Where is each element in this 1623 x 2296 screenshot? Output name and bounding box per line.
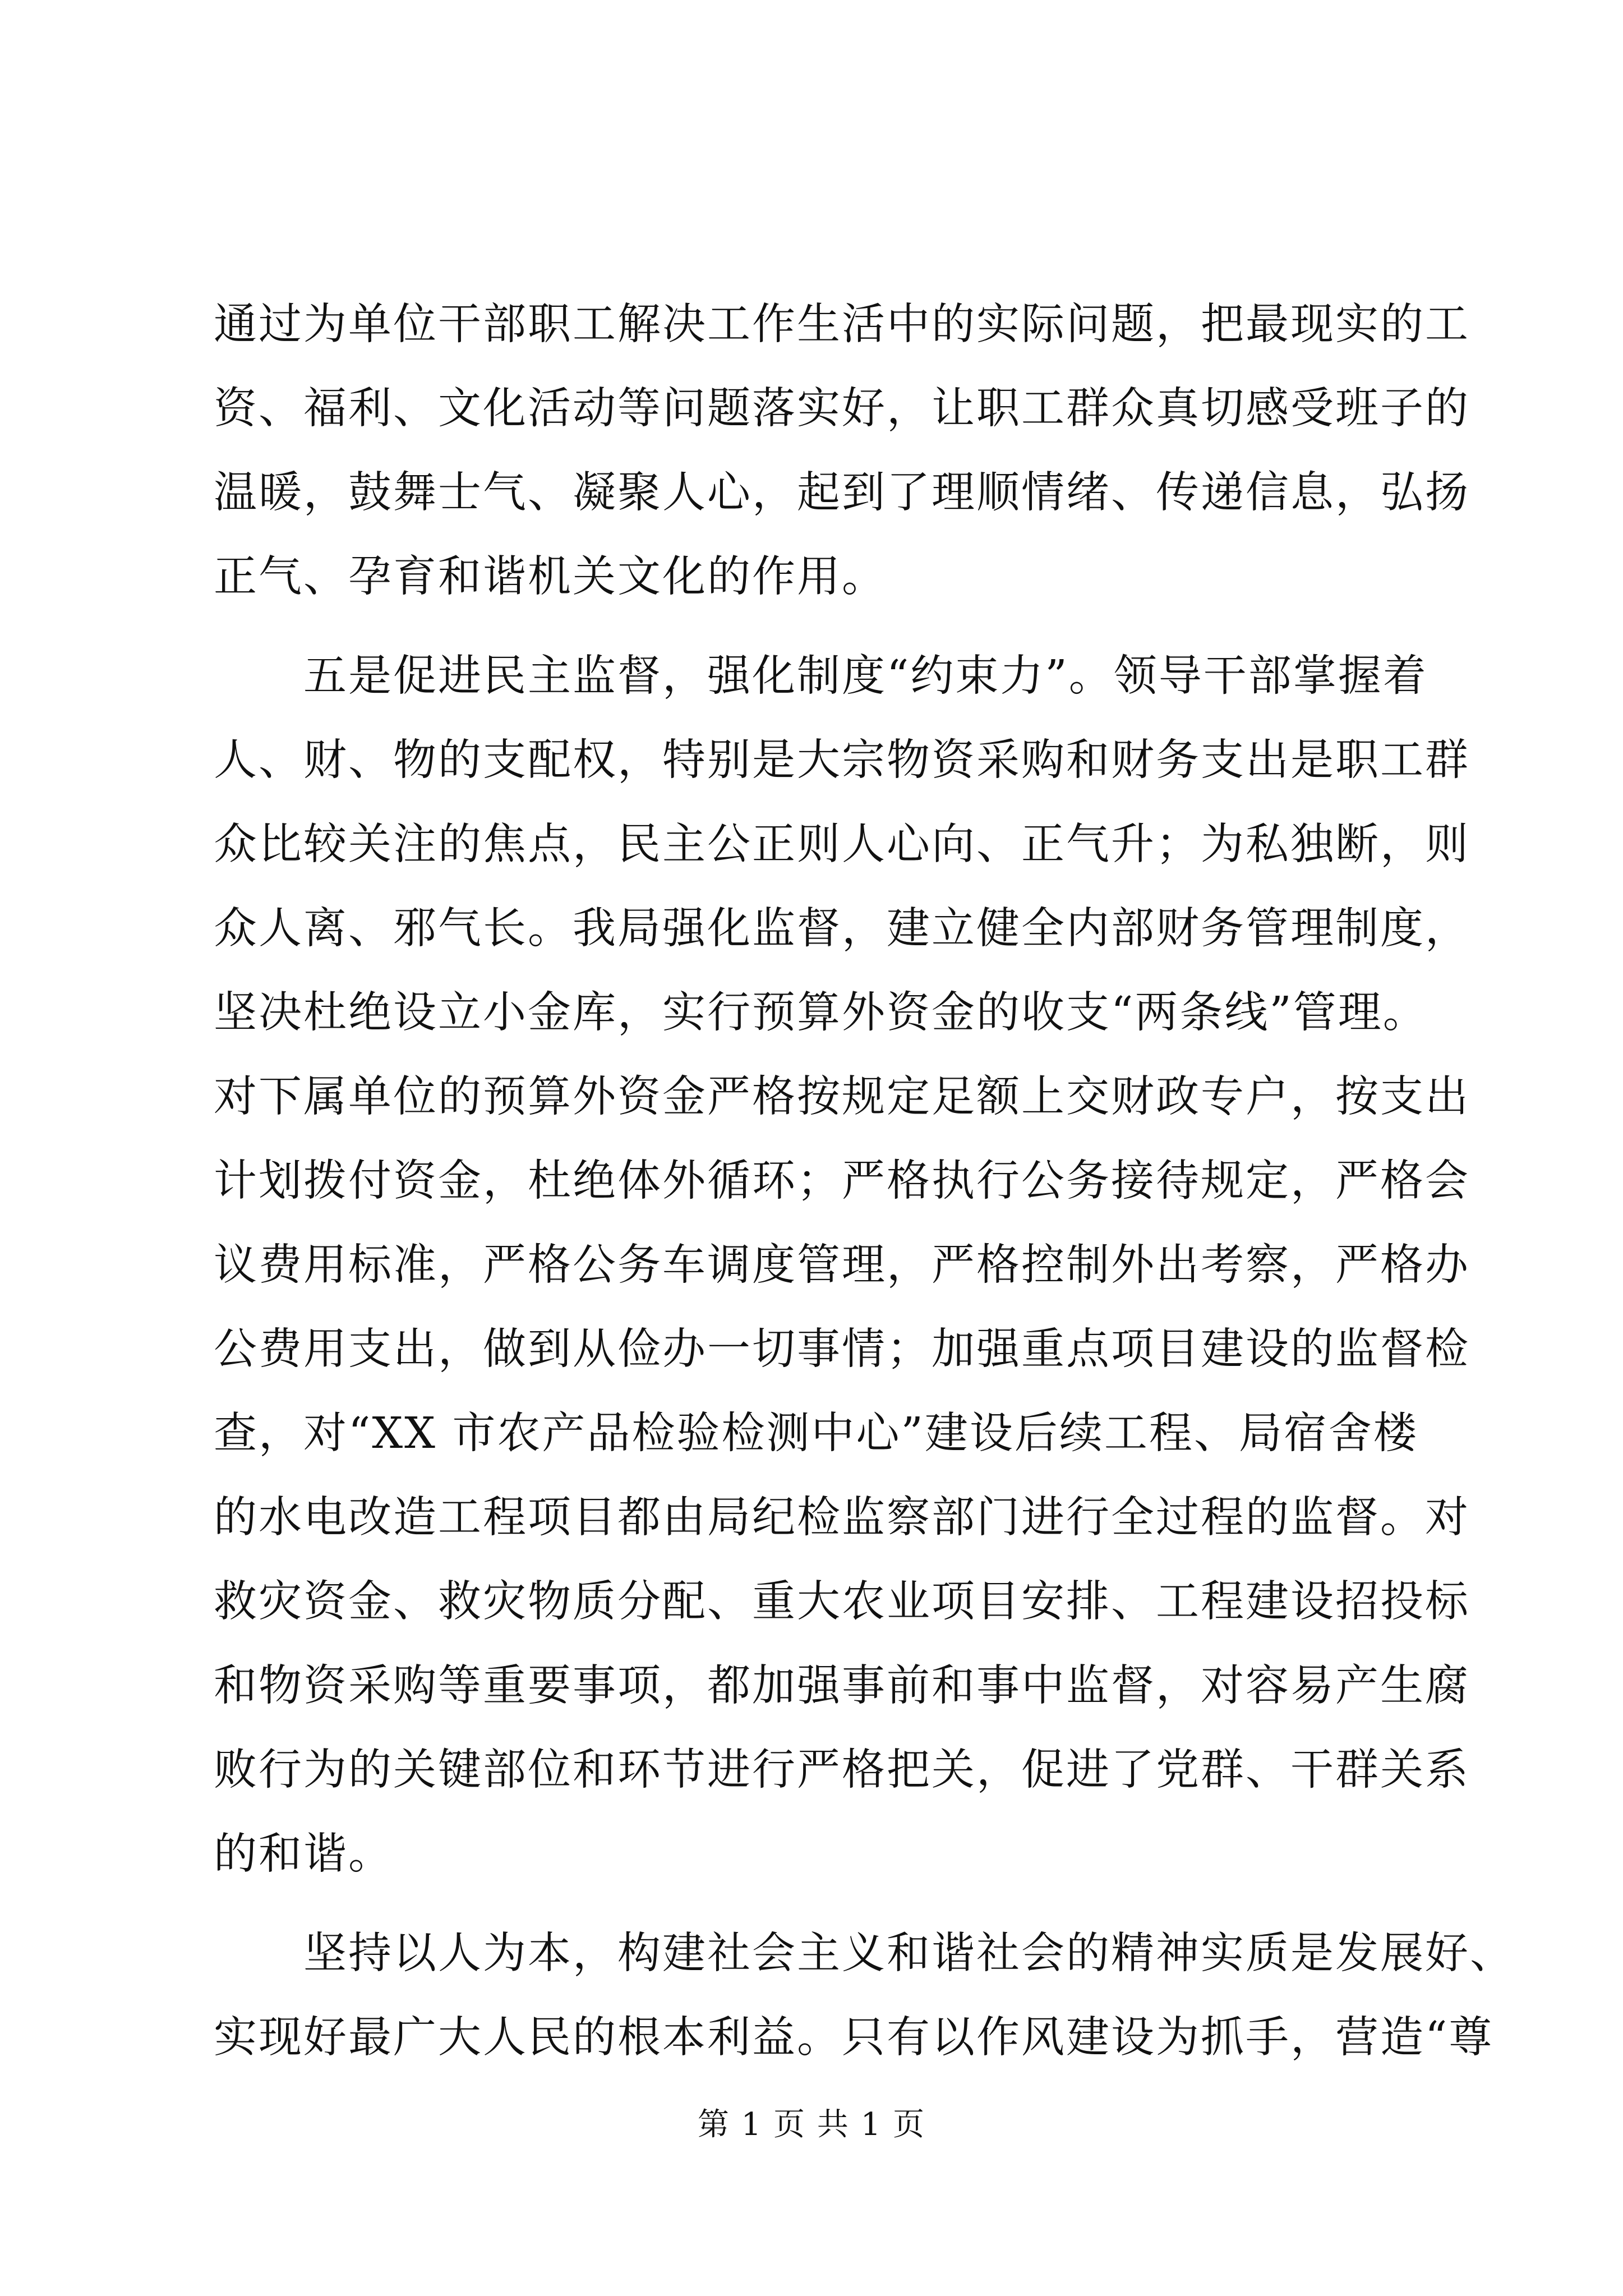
text-line: 的水电改造工程项目都由局纪检监察部门进行全过程的监督。对 — [214, 1493, 1470, 1543]
text-line: 的和谐。 — [214, 1829, 393, 1879]
paragraph-first-line: 五是促进民主监督，强化制度“约束力”。领导干部掌握着 — [303, 651, 1428, 701]
page-footer: 第 1 页 共 1 页 — [697, 2106, 926, 2143]
text-line: 和物资采购等重要事项，都加强事前和事中监督，对容易产生腐 — [214, 1661, 1470, 1711]
text-line: 议费用标准，严格公务车调度管理，严格控制外出考察，严格办 — [214, 1240, 1470, 1290]
paragraph-first-line: 坚持以人为本，构建社会主义和谐社会的精神实质是发展好、 — [303, 1929, 1515, 1978]
text-line: 计划拨付资金，杜绝体外循环；严格执行公务接待规定，严格会 — [214, 1156, 1470, 1206]
text-line: 人、财、物的支配权，特别是大宗物资采购和财务支出是职工群 — [214, 735, 1470, 785]
text-line: 败行为的关键部位和环节进行严格把关，促进了党群、干群关系 — [214, 1745, 1470, 1795]
text-line: 对下属单位的预算外资金严格按规定足额上交财政专户，按支出 — [214, 1072, 1470, 1122]
text-line: 正气、孕育和谐机关文化的作用。 — [214, 552, 887, 602]
text-line: 资、福利、文化活动等问题落实好，让职工群众真切感受班子的 — [214, 384, 1470, 434]
text-line: 众比较关注的焦点，民主公正则人心向、正气升；为私独断，则 — [214, 820, 1470, 869]
text-line: 众人离、邪气长。我局强化监督，建立健全内部财务管理制度， — [214, 904, 1470, 954]
text-line: 救灾资金、救灾物质分配、重大农业项目安排、工程建设招投标 — [214, 1577, 1470, 1627]
text-line: 通过为单位干部职工解决工作生活中的实际问题，把最现实的工 — [214, 300, 1470, 349]
text-line: 查，对“XX 市农产品检验检测中心”建设后续工程、局宿舍楼 — [214, 1409, 1418, 1458]
text-line: 公费用支出，做到从俭办一切事情；加强重点项目建设的监督检 — [214, 1324, 1470, 1374]
document-body — [214, 300, 1515, 2100]
text-line: 温暖，鼓舞士气、凝聚人心，起到了理顺情绪、传递信息，弘扬 — [214, 468, 1470, 518]
text-line: 坚决杜绝设立小金库，实行预算外资金的收支“两条线”管理。 — [214, 988, 1428, 1038]
text-line: 实现好最广大人民的根本利益。只有以作风建设为抓手，营造“尊 — [214, 2013, 1494, 2063]
